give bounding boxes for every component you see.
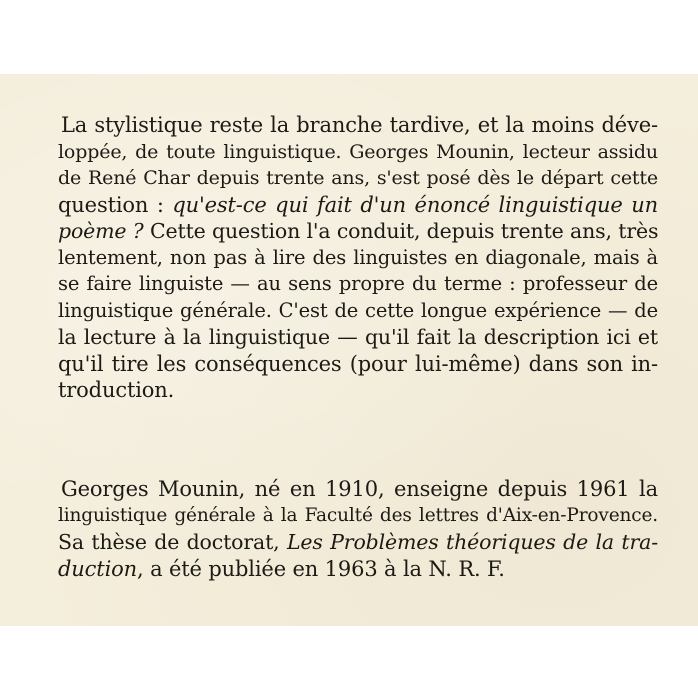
author-bio-paragraph (58, 476, 658, 582)
text-line: la lecture à la linguistique — qu'il fait la description ici et (58, 325, 658, 349)
text-line: linguistique générale. C'est de cette longue expérience — de (58, 298, 658, 322)
text-line: de René Char depuis trente ans, s'est posé dès le départ cette (58, 167, 658, 189)
text-line (58, 192, 658, 219)
book-title: Les Problèmes théoriques de la tra- (286, 530, 658, 554)
book-title-end: duction (58, 556, 138, 581)
text-segment: question : (58, 192, 173, 217)
text-segment: Cette question l'a conduit, depuis trente ans, très (143, 219, 659, 243)
text-line: loppée, de toute linguistique. Georges Mounin, lecteur assidu (58, 140, 658, 163)
text-line: La stylistique reste la branche tardive, et la moins déve- (61, 113, 658, 137)
text-line: troduction. (58, 378, 175, 402)
text-segment: Sa thèse de doctorat, (58, 530, 287, 554)
text-line: qu'il tire les conséquences (pour lui-même) dans son in- (58, 351, 658, 376)
text-line (58, 529, 658, 556)
text-line: linguistique générale à la Faculté des lettres d'Aix-en-Provence. (58, 504, 658, 526)
text-line: Georges Mounin, né en 1910, enseigne depuis 1961 la (61, 477, 658, 501)
text-line: lentement, non pas à lire des linguistes en diagonale, mais à (58, 245, 658, 269)
text-line (58, 556, 658, 583)
description-paragraph (58, 112, 658, 404)
italic-question-end: poème ? (58, 219, 144, 243)
italic-question: qu'est-ce qui fait d'un énoncé linguistique un (172, 192, 658, 217)
text-segment: , a été publiée en 1963 à la N. R. F. (137, 556, 505, 581)
text-line: se faire linguiste — au sens propre du terme : professeur de (58, 272, 658, 295)
text-line (58, 218, 658, 245)
